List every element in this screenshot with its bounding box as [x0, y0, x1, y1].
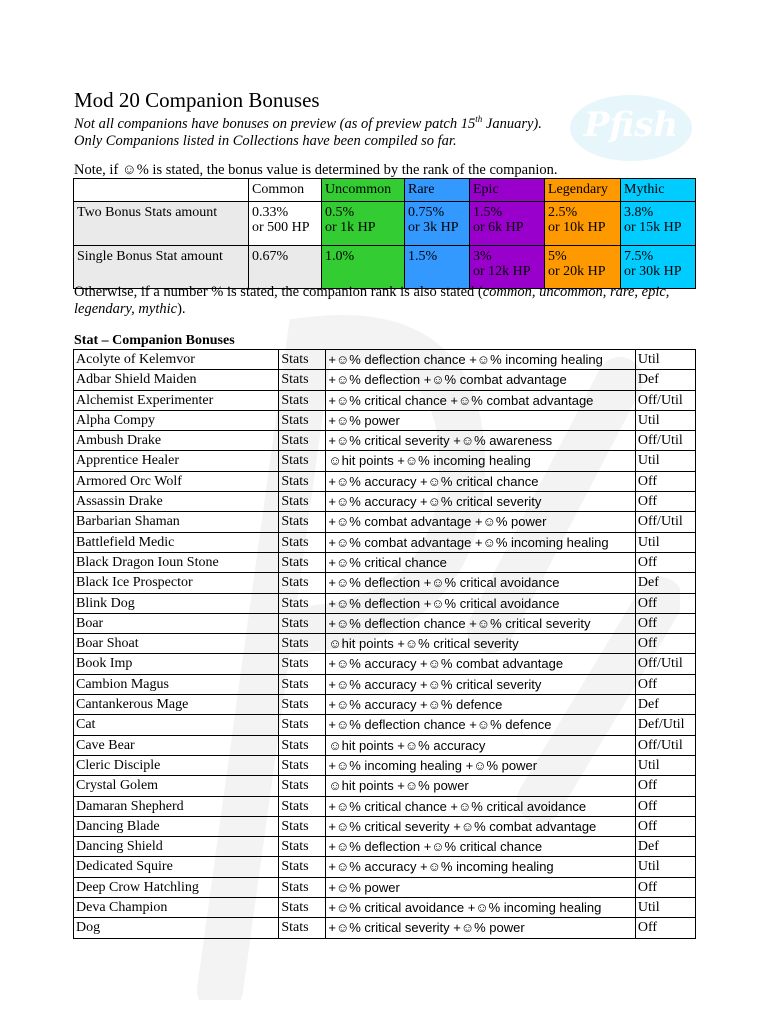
companion-bonus: ☺hit points +☺% power — [326, 776, 635, 796]
table-row — [74, 674, 696, 694]
companion-type: Stats — [279, 370, 326, 390]
companion-bonus: +☺% critical chance — [326, 552, 635, 572]
companion-bonus: ☺hit points +☺% accuracy — [326, 735, 635, 755]
companion-type: Stats — [279, 552, 326, 572]
companion-role: Off — [635, 674, 695, 694]
companion-role: Off/Util — [635, 735, 695, 755]
table-row — [74, 898, 696, 918]
companion-role: Off — [635, 816, 695, 836]
companion-role: Util — [635, 898, 695, 918]
otherwise-note: Otherwise, if a number % is stated, the companion rank is also stated (common, uncommon, rare, epic, legendary, mythic). — [74, 284, 670, 317]
companion-role: Off/Util — [635, 390, 695, 410]
table-row — [74, 532, 696, 552]
companion-role: Def — [635, 695, 695, 715]
companion-role: Off — [635, 634, 695, 654]
companion-name: Deva Champion — [74, 898, 279, 918]
companion-name: Damaran Shepherd — [74, 796, 279, 816]
logo-text: Pfish — [583, 105, 679, 145]
table-row — [74, 573, 696, 593]
table-row — [74, 837, 696, 857]
companion-bonus: +☺% accuracy +☺% incoming healing — [326, 857, 635, 877]
companion-role: Off — [635, 918, 695, 938]
header-common: Common — [249, 179, 322, 202]
companion-role: Util — [635, 451, 695, 471]
companion-bonus: +☺% combat advantage +☺% incoming healing — [326, 532, 635, 552]
companion-name: Book Imp — [74, 654, 279, 674]
rank-table — [73, 178, 696, 289]
companion-name: Black Dragon Ioun Stone — [74, 552, 279, 572]
table-row — [74, 796, 696, 816]
companion-role: Off/Util — [635, 512, 695, 532]
companion-bonus: +☺% deflection +☺% critical avoidance — [326, 593, 635, 613]
single-bonus-row: Single Bonus Stat amount 0.67% 1.0% 1.5% 3% or 12k HP 5% or 20k HP 7.5% or 30k HP — [74, 246, 696, 289]
table-row — [74, 410, 696, 430]
companion-type: Stats — [279, 918, 326, 938]
companion-name: Black Ice Prospector — [74, 573, 279, 593]
table-row — [74, 613, 696, 633]
companion-type: Stats — [279, 492, 326, 512]
companion-name: Cave Bear — [74, 735, 279, 755]
companion-type: Stats — [279, 857, 326, 877]
companion-type: Stats — [279, 755, 326, 775]
rank-note: Note, if ☺% is stated, the bonus value is determined by the rank of the companion. — [74, 162, 558, 178]
table-row — [74, 634, 696, 654]
companion-role: Off — [635, 593, 695, 613]
companion-name: Alpha Compy — [74, 410, 279, 430]
companion-role: Off — [635, 552, 695, 572]
companion-name: Ambush Drake — [74, 431, 279, 451]
companion-name: Battlefield Medic — [74, 532, 279, 552]
header-rare: Rare — [405, 179, 470, 202]
companion-name: Barbarian Shaman — [74, 512, 279, 532]
companion-bonus: +☺% accuracy +☺% defence — [326, 695, 635, 715]
companion-name: Dancing Blade — [74, 816, 279, 836]
companion-bonus: +☺% deflection chance +☺% defence — [326, 715, 635, 735]
companion-bonus: +☺% critical avoidance +☺% incoming healing — [326, 898, 635, 918]
companion-name: Dancing Shield — [74, 837, 279, 857]
companion-type: Stats — [279, 593, 326, 613]
companion-type: Stats — [279, 451, 326, 471]
companion-type: Stats — [279, 837, 326, 857]
companion-role: Off/Util — [635, 431, 695, 451]
page-title: Mod 20 Companion Bonuses — [74, 88, 320, 112]
table-row — [74, 492, 696, 512]
companion-bonus: +☺% power — [326, 410, 635, 430]
companion-type: Stats — [279, 735, 326, 755]
table-row — [74, 735, 696, 755]
companion-type: Stats — [279, 674, 326, 694]
table-row — [74, 857, 696, 877]
companion-type: Stats — [279, 634, 326, 654]
companion-type: Stats — [279, 776, 326, 796]
companion-bonus: ☺hit points +☺% incoming healing — [326, 451, 635, 471]
companion-bonus: +☺% accuracy +☺% critical chance — [326, 471, 635, 491]
table-row — [74, 593, 696, 613]
header-mythic: Mythic — [621, 179, 696, 202]
header-legendary: Legendary — [545, 179, 621, 202]
companion-type: Stats — [279, 512, 326, 532]
companion-bonus: +☺% critical severity +☺% awareness — [326, 431, 635, 451]
companion-role: Off — [635, 492, 695, 512]
companion-bonus: +☺% power — [326, 877, 635, 897]
companion-type: Stats — [279, 898, 326, 918]
companion-name: Boar — [74, 613, 279, 633]
table-row — [74, 918, 696, 938]
table-row — [74, 755, 696, 775]
companion-role: Util — [635, 857, 695, 877]
header-epic: Epic — [470, 179, 545, 202]
table-row — [74, 695, 696, 715]
companion-type: Stats — [279, 877, 326, 897]
companion-role: Off — [635, 877, 695, 897]
companion-bonus: +☺% deflection +☺% critical chance — [326, 837, 635, 857]
companion-role: Def — [635, 573, 695, 593]
page-subtitle: Not all companions have bonuses on preview (as of preview patch 15th January). Only Companions listed in Collections have been compiled so far. — [74, 114, 542, 149]
companion-type: Stats — [279, 613, 326, 633]
companion-name: Adbar Shield Maiden — [74, 370, 279, 390]
companion-role: Off — [635, 471, 695, 491]
companion-table — [73, 349, 696, 939]
companion-type: Stats — [279, 796, 326, 816]
companion-type: Stats — [279, 715, 326, 735]
companion-name: Cat — [74, 715, 279, 735]
companion-type: Stats — [279, 816, 326, 836]
companion-name: Assassin Drake — [74, 492, 279, 512]
table-row — [74, 390, 696, 410]
companion-bonus: +☺% critical severity +☺% combat advantage — [326, 816, 635, 836]
companion-bonus: ☺hit points +☺% critical severity — [326, 634, 635, 654]
companion-name: Apprentice Healer — [74, 451, 279, 471]
table-row — [74, 654, 696, 674]
table-row — [74, 350, 696, 370]
companion-role: Def — [635, 837, 695, 857]
two-bonus-row: Two Bonus Stats amount 0.33% or 500 HP 0.5% or 1k HP 0.75% or 3k HP 1.5% or 6k HP 2.5% or 10k HP 3.8% or 15k HP — [74, 202, 696, 246]
table-row — [74, 451, 696, 471]
companion-type: Stats — [279, 350, 326, 370]
companion-type: Stats — [279, 695, 326, 715]
companion-type: Stats — [279, 431, 326, 451]
table-row — [74, 816, 696, 836]
companion-role: Util — [635, 532, 695, 552]
companion-name: Dedicated Squire — [74, 857, 279, 877]
companion-role: Util — [635, 755, 695, 775]
companion-type: Stats — [279, 390, 326, 410]
companion-role: Util — [635, 350, 695, 370]
companion-role: Def/Util — [635, 715, 695, 735]
table-row — [74, 370, 696, 390]
companion-bonus: +☺% combat advantage +☺% power — [326, 512, 635, 532]
companion-role: Off — [635, 776, 695, 796]
companion-bonus: +☺% accuracy +☺% critical severity — [326, 674, 635, 694]
table-row — [74, 552, 696, 572]
companion-role: Off — [635, 796, 695, 816]
companion-type: Stats — [279, 573, 326, 593]
companion-name: Blink Dog — [74, 593, 279, 613]
companion-bonus: +☺% deflection chance +☺% incoming healing — [326, 350, 635, 370]
companion-type: Stats — [279, 410, 326, 430]
table-row — [74, 877, 696, 897]
companion-name: Armored Orc Wolf — [74, 471, 279, 491]
section-title: Stat – Companion Bonuses — [74, 333, 235, 348]
companion-type: Stats — [279, 532, 326, 552]
companion-role: Off — [635, 613, 695, 633]
companion-name: Dog — [74, 918, 279, 938]
companion-name: Cleric Disciple — [74, 755, 279, 775]
companion-role: Def — [635, 370, 695, 390]
companion-type: Stats — [279, 654, 326, 674]
table-row — [74, 431, 696, 451]
companion-name: Deep Crow Hatchling — [74, 877, 279, 897]
header-uncommon: Uncommon — [322, 179, 405, 202]
companion-bonus: +☺% deflection +☺% critical avoidance — [326, 573, 635, 593]
companion-bonus: +☺% accuracy +☺% critical severity — [326, 492, 635, 512]
companion-bonus: +☺% accuracy +☺% combat advantage — [326, 654, 635, 674]
companion-bonus: +☺% deflection +☺% combat advantage — [326, 370, 635, 390]
companion-bonus: +☺% critical chance +☺% critical avoidance — [326, 796, 635, 816]
companion-name: Cantankerous Mage — [74, 695, 279, 715]
table-row — [74, 776, 696, 796]
companion-bonus: +☺% critical severity +☺% power — [326, 918, 635, 938]
companion-bonus: +☺% critical chance +☺% combat advantage — [326, 390, 635, 410]
companion-name: Alchemist Experimenter — [74, 390, 279, 410]
table-row — [74, 715, 696, 735]
companion-role: Util — [635, 410, 695, 430]
pfish-logo — [570, 95, 692, 161]
companion-name: Acolyte of Kelemvor — [74, 350, 279, 370]
companion-name: Boar Shoat — [74, 634, 279, 654]
companion-bonus: +☺% deflection chance +☺% critical severity — [326, 613, 635, 633]
companion-name: Crystal Golem — [74, 776, 279, 796]
table-row — [74, 471, 696, 491]
table-row — [74, 512, 696, 532]
companion-type: Stats — [279, 471, 326, 491]
companion-role: Off/Util — [635, 654, 695, 674]
companion-name: Cambion Magus — [74, 674, 279, 694]
companion-bonus: +☺% incoming healing +☺% power — [326, 755, 635, 775]
